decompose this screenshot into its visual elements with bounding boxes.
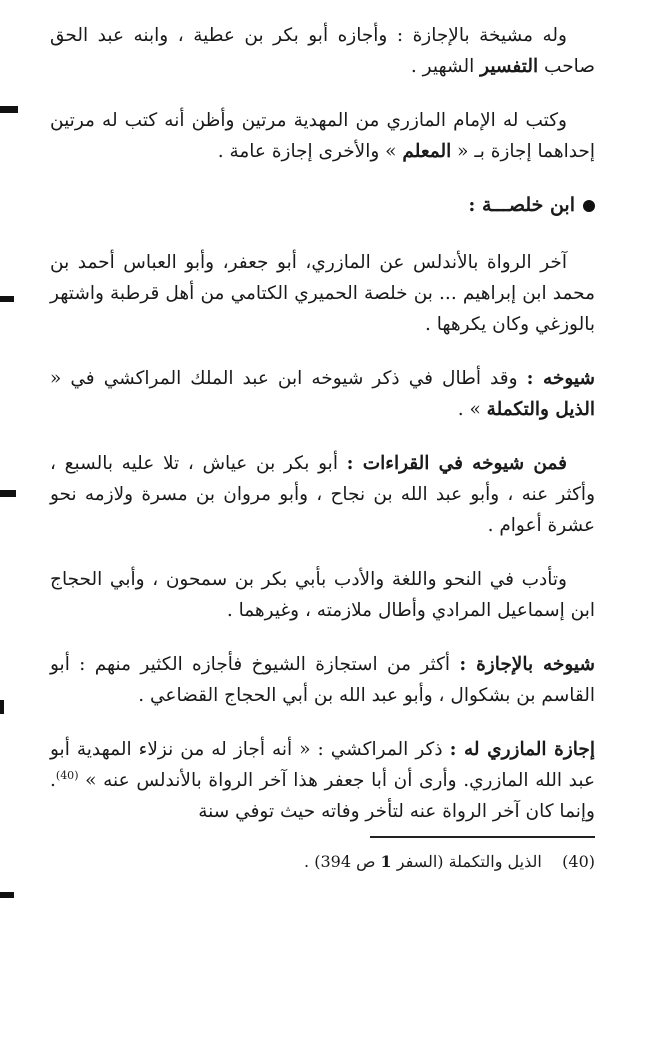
- heading-text: ابن خلصـــة :: [468, 194, 575, 216]
- text: آخر الرواة بالأندلس عن المازري، أبو جعفر، وأبو العباس أحمد بن محمد ابن إبراهيم ... بن خلصة الحميري الكتامي من أهل قرطبة واشتهر بالوزغي وكان يكرهها .: [50, 252, 595, 335]
- bold-text: إجازة المازري له :: [449, 739, 595, 760]
- bold-text: شيوخه بالإجازة :: [459, 654, 595, 675]
- text: . وإنما كان آخر الرواة عنه لتأخر وفاته حيث توفي سنة: [50, 770, 595, 822]
- text: » والأخرى إجازة عامة .: [217, 141, 403, 162]
- footnote-text-end: ص 394) .: [304, 852, 381, 871]
- text: ذكر المراكشي : « أنه أجاز له من نزلاء المهدية أبو عبد الله المازري. وأرى أن أبا جعفر هذا آخر الرواة بالأندلس عنه »: [50, 739, 595, 791]
- paragraph-ijaza: [50, 20, 595, 82]
- paragraph-grammar: [50, 564, 595, 626]
- text: الشهير .: [410, 56, 481, 77]
- paragraph-biography: [50, 247, 595, 340]
- bullet-icon: [583, 200, 595, 212]
- text: أبو بكر بن عياش ، تلا عليه بالسبع ، وأكثر عنه ، وأبو عبد الله بن نجاح ، وأبو مروان بن مسرة ولازمه نحو عشرة أعوام .: [50, 453, 595, 536]
- bold-text: فمن شيوخه في القراءات :: [346, 453, 567, 474]
- footnote-text: الذيل والتكملة (السفر: [391, 852, 542, 871]
- text: وقد أطال في ذكر شيوخه ابن عبد الملك المراكشي في «: [50, 368, 527, 389]
- text: أكثر من استجازة الشيوخ فأجازه الكثير منهم : أبو القاسم بن بشكوال ، وأبو عبد الله بن أبي الحجاج القضاعي .: [50, 654, 595, 706]
- paragraph-ijaza-teachers: [50, 649, 595, 711]
- footnote-bold: 1: [380, 852, 392, 871]
- scan-mark: [0, 296, 14, 302]
- paragraph-mazari: [50, 105, 595, 167]
- main-text: [50, 20, 595, 850]
- footnote-divider: [370, 836, 595, 838]
- scan-mark: [0, 490, 16, 497]
- text: وله مشيخة بالإجازة : وأجازه أبو بكر بن عطية ، وابنه عبد الحق صاحب: [50, 25, 595, 77]
- scan-mark: [0, 700, 4, 714]
- scan-mark: [0, 106, 18, 113]
- bold-text: التفسير: [480, 56, 539, 77]
- section-heading: [50, 190, 595, 221]
- bold-text: المعلم: [402, 141, 452, 162]
- footnote: [50, 848, 595, 876]
- scan-mark: [0, 892, 14, 898]
- text: وتأدب في النحو واللغة والأدب بأبي بكر بن سمحون ، وأبي الحجاج ابن إسماعيل المرادي وأطال ملازمته ، وغيرهما .: [50, 569, 595, 621]
- paragraph-qiraat: [50, 448, 595, 541]
- paragraph-teachers: [50, 363, 595, 425]
- footnote-number: (40): [562, 852, 595, 871]
- text: » .: [457, 399, 487, 420]
- text: وكتب له الإمام المازري من المهدية مرتين وأظن أنه كتب له مرتين إحداهما إجازة بـ «: [50, 110, 595, 162]
- bold-text: شيوخه :: [526, 368, 596, 389]
- bold-text: الذيل والتكملة: [486, 399, 595, 420]
- paragraph-mazari-ijaza: [50, 734, 595, 827]
- footnote-ref: (40): [55, 768, 79, 782]
